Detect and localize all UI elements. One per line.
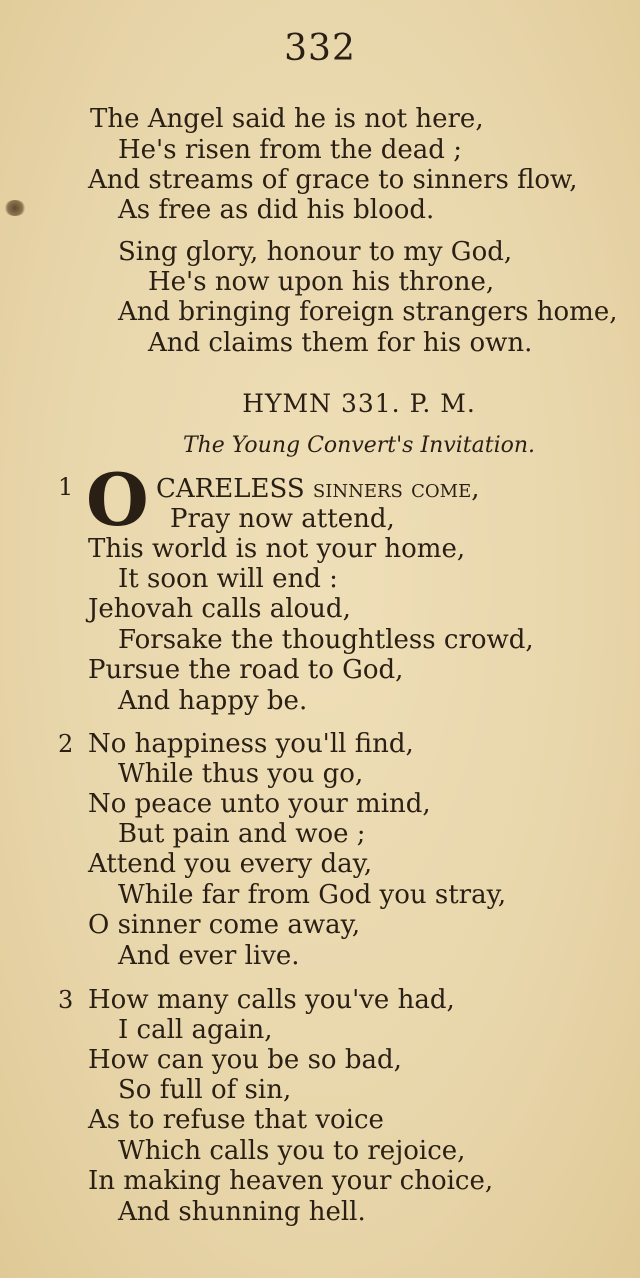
verse-number: 2	[58, 730, 74, 758]
ink-blot	[4, 200, 26, 216]
verse-line: O sinner come away,	[88, 910, 361, 940]
verse-line: Which calls you to rejoice,	[118, 1136, 466, 1166]
verse-number: 3	[58, 986, 74, 1014]
verse-line: How can you be so bad,	[88, 1045, 402, 1075]
verse-line: Attend you every day,	[88, 849, 373, 879]
verse-line: The Angel said he is not here,	[90, 104, 484, 134]
verse-line: Forsake the thoughtless crowd,	[118, 625, 534, 655]
verse-line: In making heaven your choice,	[88, 1166, 494, 1196]
verse-line: No happiness you'll find,	[88, 729, 414, 759]
hymn-subtitle: The Young Convert's Invitation.	[182, 433, 536, 458]
verse-number: 1	[58, 473, 74, 501]
hymn-title: HYMN 331. P. M.	[242, 389, 476, 418]
verse-line: But pain and woe ;	[118, 819, 366, 849]
verse-line: As free as did his blood.	[118, 195, 435, 225]
verse-line: Jehovah calls aloud,	[88, 594, 351, 624]
verse-line: And ever live.	[118, 941, 300, 971]
verse-line: Pray now attend,	[170, 504, 395, 534]
verse-line: And happy be.	[118, 686, 308, 716]
verse-line: I call again,	[118, 1015, 273, 1045]
page-number: 332	[284, 28, 356, 69]
verse-line: So full of sin,	[118, 1075, 292, 1105]
verse-line: Pursue the road to God,	[88, 655, 404, 685]
verse-line: No peace unto your mind,	[88, 789, 431, 819]
verse-line: And shunning hell.	[118, 1197, 366, 1227]
verse-line: And bringing foreign strangers home,	[118, 297, 618, 327]
verse-line: It soon will end :	[118, 564, 338, 594]
verse-line: While far from God you stray,	[118, 880, 507, 910]
verse-line: He's risen from the dead ;	[118, 135, 462, 165]
verse-line: And streams of grace to sinners flow,	[88, 165, 578, 195]
verse-line: He's now upon his throne,	[148, 267, 495, 297]
drop-cap: O	[86, 457, 149, 542]
verse-line: And claims them for his own.	[148, 328, 533, 358]
verse-line: This world is not your home,	[88, 534, 466, 564]
verse-line: As to refuse that voice	[88, 1105, 384, 1135]
verse-line: While thus you go,	[118, 759, 364, 789]
verse-line: Sing glory, honour to my God,	[118, 237, 513, 267]
verse-line: How many calls you've had,	[88, 985, 455, 1015]
verse-line: CARELESS sinners come,	[156, 474, 480, 504]
